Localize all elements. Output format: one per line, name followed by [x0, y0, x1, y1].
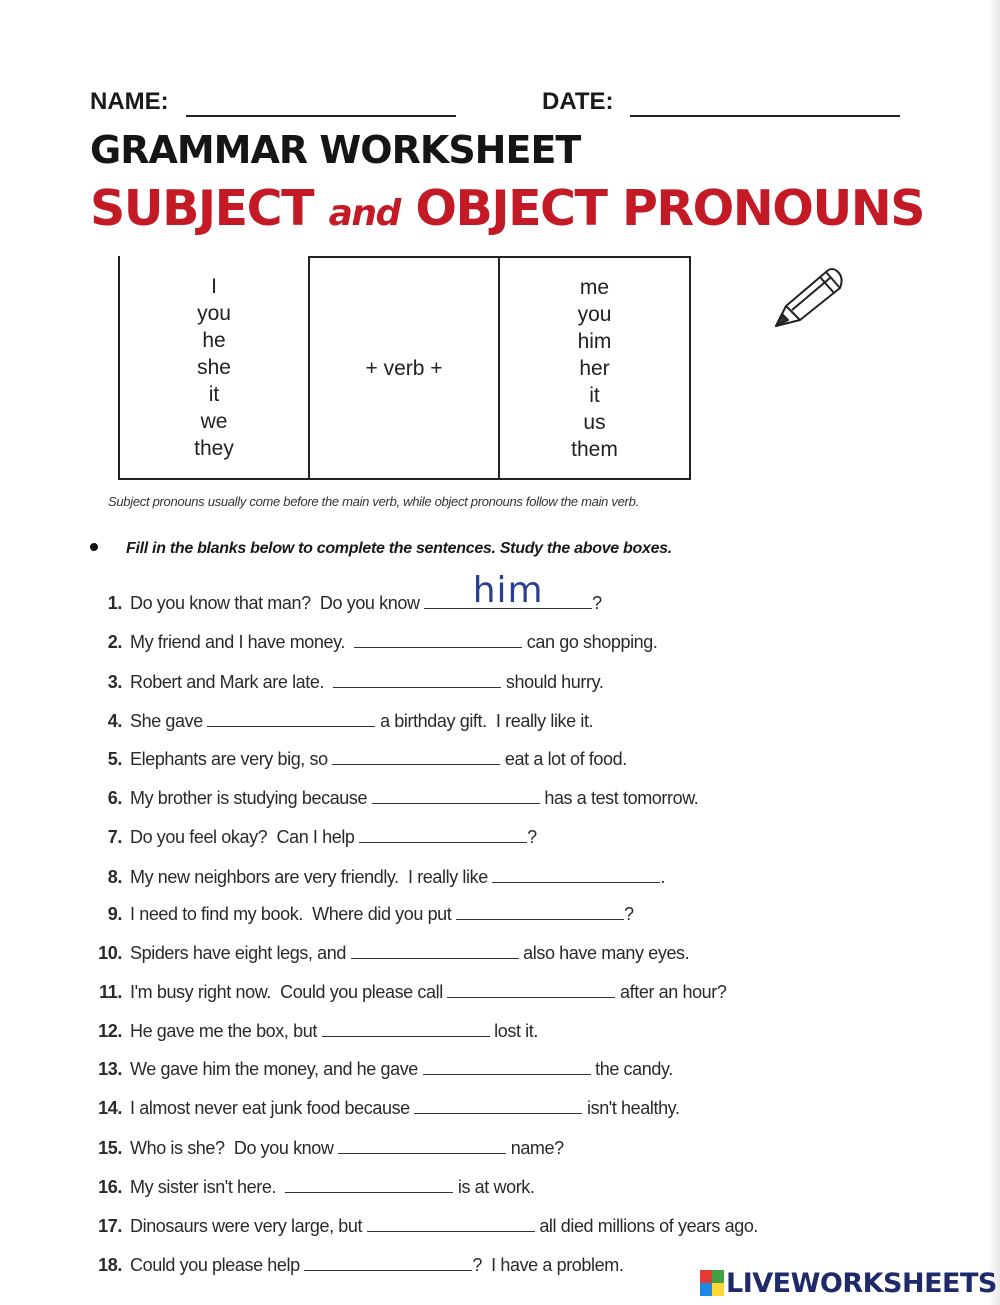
sentence-before: My new neighbors are very friendly. I really like: [130, 867, 493, 887]
sentence-before: My sister isn't here.: [130, 1177, 286, 1197]
subject-pronoun: we: [200, 409, 228, 433]
answer-blank[interactable]: [338, 1133, 506, 1154]
answer-blank[interactable]: [332, 744, 500, 765]
sentence-before: Dinosaurs were very large, but: [130, 1216, 367, 1236]
exercise-number: 16.: [98, 1177, 122, 1197]
exercise-item: [88, 627, 658, 657]
name-label: NAME:: [90, 88, 169, 115]
sentence-after: eat a lot of food.: [500, 749, 627, 769]
sentence-before: I need to find my book. Where did you put: [130, 904, 456, 924]
page-edge: [988, 0, 1000, 1305]
exercise-item: [88, 977, 727, 1007]
sentence-after: also have many eyes.: [518, 943, 690, 963]
exercise-item: [88, 667, 603, 697]
exercise-number: 18.: [98, 1255, 122, 1275]
exercise-item: [88, 899, 634, 929]
answer-blank[interactable]: [367, 1211, 535, 1232]
table-note: Subject pronouns usually come before the main verb, while object pronouns follow the main verb.: [108, 494, 639, 509]
exercise-number: 14.: [98, 1098, 122, 1118]
exercise-item: [88, 938, 689, 968]
logo-square: [700, 1283, 712, 1296]
exercise-number: 1.: [107, 593, 122, 613]
pencil-icon: [768, 262, 848, 334]
exercise-item: [88, 1133, 564, 1163]
answer-blank[interactable]: [414, 1093, 582, 1114]
sentence-before: Who is she? Do you know: [130, 1138, 339, 1158]
name-blank[interactable]: [186, 115, 456, 117]
worksheet-title: GRAMMAR WORKSHEET: [90, 128, 581, 172]
sentence-after: the candy.: [590, 1059, 673, 1079]
subject-pronoun: you: [197, 301, 231, 325]
instruction: [90, 540, 672, 558]
sentence-after: .: [660, 867, 666, 887]
sentence-after: after an hour?: [615, 982, 727, 1002]
sentence-after: isn't healthy.: [582, 1098, 680, 1118]
exercise-item: [88, 1054, 673, 1084]
exercise-number: 3.: [107, 672, 122, 692]
answer-blank[interactable]: [322, 1016, 490, 1037]
sentence-after: name?: [506, 1138, 564, 1158]
exercise-number: 11.: [99, 982, 122, 1002]
subtitle-and: and: [328, 193, 400, 234]
exercise-number: 7.: [107, 827, 122, 847]
object-pronoun: it: [589, 383, 600, 407]
sentence-after: lost it.: [489, 1021, 538, 1041]
subject-pronoun-column: [118, 256, 308, 480]
subject-pronoun: he: [202, 328, 226, 352]
exercise-number: 9.: [107, 904, 122, 924]
answer-blank[interactable]: [285, 1172, 453, 1193]
sentence-after: all died millions of years ago.: [534, 1216, 759, 1236]
sentence-after: should hurry.: [501, 672, 604, 692]
answer-blank[interactable]: [354, 627, 522, 648]
header-fields: [90, 88, 910, 122]
subtitle-object: OBJECT PRONOUNS: [415, 180, 925, 237]
sentence-before: I'm busy right now. Could you please call: [130, 982, 448, 1002]
answer-blank[interactable]: [492, 862, 660, 883]
worksheet-subtitle: [90, 180, 924, 237]
subject-pronoun: I: [211, 274, 217, 298]
sentence-before: We gave him the money, and he gave: [130, 1059, 423, 1079]
exercise-number: 8.: [107, 867, 122, 887]
sentence-before: Do you feel okay? Can I help: [130, 827, 360, 847]
object-pronoun: them: [571, 437, 618, 461]
exercise-number: 15.: [98, 1138, 122, 1158]
logo-square: [700, 1270, 712, 1283]
answer-blank[interactable]: [424, 570, 592, 611]
object-pronoun: you: [577, 302, 612, 326]
exercise-item: [88, 1016, 538, 1046]
instruction-text: Fill in the blanks below to complete the sentences. Study the above boxes.: [126, 540, 672, 557]
verb-label: + verb +: [365, 356, 443, 380]
exercise-item: [88, 1093, 680, 1123]
object-pronoun-column: [498, 256, 691, 480]
answer-blank[interactable]: [359, 822, 527, 843]
sentence-after: can go shopping.: [522, 632, 658, 652]
exercise-number: 17.: [98, 1216, 122, 1236]
exercise-number: 4.: [107, 711, 122, 731]
sentence-after: has a test tomorrow.: [539, 788, 699, 808]
sentence-before: He gave me the box, but: [130, 1021, 322, 1041]
sentence-after: ? I have a problem.: [472, 1255, 624, 1275]
liveworksheets-brand: [700, 1266, 997, 1300]
subject-pronoun: she: [197, 355, 231, 379]
exercise-item: [88, 862, 665, 892]
brand-name: LIVEWORKSHEETS: [726, 1267, 997, 1299]
exercise-number: 5.: [107, 749, 122, 769]
exercise-item: [88, 1172, 535, 1202]
answer-blank[interactable]: [447, 977, 615, 998]
object-pronoun: me: [579, 275, 610, 299]
logo-square: [712, 1283, 724, 1296]
sentence-before: She gave: [130, 711, 208, 731]
exercise-item: [88, 744, 627, 774]
exercise-number: 12.: [98, 1021, 122, 1041]
answer-blank[interactable]: [372, 783, 540, 804]
subject-pronoun: they: [194, 436, 234, 460]
liveworksheets-logo-icon: [700, 1270, 724, 1296]
object-pronoun: us: [583, 410, 606, 434]
sentence-before: Could you please help: [130, 1255, 305, 1275]
object-pronoun: him: [577, 329, 612, 353]
pronoun-table: [118, 256, 691, 482]
object-pronoun: her: [579, 356, 610, 380]
sentence-after: ?: [624, 904, 634, 924]
sentence-after: is at work.: [453, 1177, 535, 1197]
sentence-before: Robert and Mark are late.: [130, 672, 334, 692]
exercise-item: [88, 1211, 758, 1241]
answer-blank[interactable]: [351, 938, 519, 959]
sentence-before: Elephants are very big, so: [130, 749, 333, 769]
sentence-before: Spiders have eight legs, and: [130, 943, 351, 963]
answer-blank[interactable]: [456, 899, 624, 920]
answer-blank[interactable]: [333, 667, 501, 688]
exercise-item: [88, 822, 537, 852]
exercise-item: [88, 783, 698, 813]
sentence-before: I almost never eat junk food because: [130, 1098, 415, 1118]
exercise-number: 13.: [98, 1059, 122, 1079]
sentence-after: a birthday gift. I really like it.: [375, 711, 594, 731]
sentence-after: ?: [592, 593, 602, 613]
date-blank[interactable]: [630, 115, 900, 117]
exercise-number: 2.: [107, 632, 122, 652]
answer-blank[interactable]: [304, 1250, 472, 1271]
sentence-before: My brother is studying because: [130, 788, 372, 808]
exercise-item: [88, 706, 593, 736]
answer-blank[interactable]: [207, 706, 375, 727]
exercise-number: 10.: [98, 943, 122, 963]
handwritten-answer: him: [472, 570, 544, 611]
sentence-before: Do you know that man? Do you know: [130, 593, 425, 613]
exercise-item: [88, 1250, 623, 1280]
verb-column: [308, 256, 498, 480]
sentence-after: ?: [527, 827, 537, 847]
sentence-before: My friend and I have money.: [130, 632, 355, 652]
bullet-icon: [90, 543, 98, 551]
exercise-item: [88, 570, 602, 618]
subtitle-subject: SUBJECT: [90, 180, 314, 237]
date-label: DATE:: [542, 88, 614, 115]
logo-square: [712, 1270, 724, 1283]
exercise-number: 6.: [107, 788, 122, 808]
subject-pronoun: it: [208, 382, 220, 406]
answer-blank[interactable]: [423, 1054, 591, 1075]
